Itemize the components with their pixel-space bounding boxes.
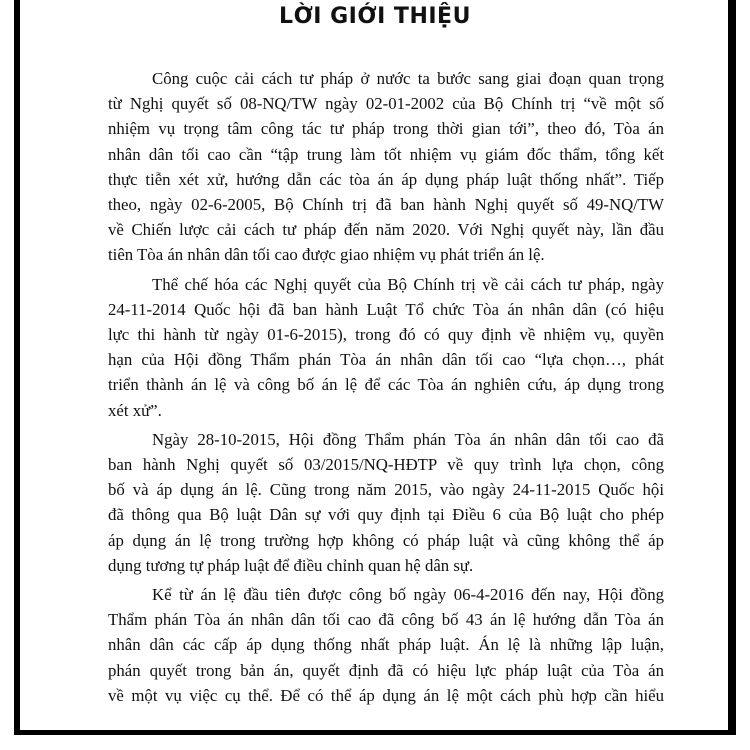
text-line: về Chiến lược cải cách tư pháp đến năm 2020. Với Nghị quyết này, lần đầu — [108, 220, 664, 240]
text-line: Thẩm phán Tòa án nhân dân tối cao đã công bố 43 án lệ hướng dẫn Tòa án — [108, 610, 664, 630]
paragraph-4 — [108, 582, 664, 708]
text-line: nhân dân các cấp áp dụng thống nhất pháp luật. Án lệ là những lập luận, — [108, 635, 664, 655]
text-line: nhiệm vụ trọng tâm công tác tư pháp trong thời gian tới”, theo đó, Tòa án — [108, 119, 664, 139]
text-line: lực thi hành từ ngày 01-6-2015), trong đó có quy định về nhiệm vụ, quyền — [108, 325, 664, 345]
text-line: theo, ngày 02-6-2005, Bộ Chính trị đã ban hành Nghị quyết số 49-NQ/TW — [108, 195, 664, 215]
page-title: LỜI GIỚI THIỆU — [279, 4, 471, 29]
paragraph-3 — [108, 427, 664, 578]
text-line: triển thành án lệ và công bố án lệ để các Tòa án nghiên cứu, áp dụng trong — [108, 375, 664, 395]
text-line: Ngày 28-10-2015, Hội đồng Thẩm phán Tòa án nhân dân tối cao đã — [152, 429, 664, 449]
text-line: Kể từ án lệ đầu tiên được công bố ngày 06-4-2016 đến nay, Hội đồng — [152, 585, 664, 605]
page-border-left — [14, 0, 20, 730]
text-line: hạn của Hội đồng Thẩm phán Tòa án nhân dân tối cao “lựa chọn…, phát — [108, 350, 664, 370]
text-line: Thể chế hóa các Nghị quyết của Bộ Chính trị về cải cách tư pháp, ngày — [152, 274, 664, 294]
page-border-right — [728, 0, 736, 730]
paragraph-1 — [108, 66, 664, 268]
text-line: dụng tương tự pháp luật để điều chỉnh quan hệ dân sự. — [108, 555, 474, 575]
text-line: đã thông qua Bộ luật Dân sự với quy định tại Điều 6 của Bộ luật cho phép — [108, 505, 664, 525]
text-line: tiên Tòa án nhân dân tối cao được giao nhiệm vụ phát triển án lệ. — [108, 245, 545, 265]
text-line: thực tiễn xét xử, hướng dẫn các tòa án áp dụng pháp luật thống nhất”. Tiếp — [108, 169, 664, 189]
text-line: Công cuộc cải cách tư pháp ở nước ta bước sang giai đoạn quan trọng — [152, 69, 664, 88]
text-line: từ Nghị quyết số 08-NQ/TW ngày 02-01-2002 của Bộ Chính trị “về một số — [108, 94, 664, 114]
text-line: 24-11-2014 Quốc hội đã ban hành Luật Tổ chức Tòa án nhân dân (có hiệu — [108, 299, 664, 319]
text-line: ban hành Nghị quyết số 03/2015/NQ-HĐTP về quy trình lựa chọn, công — [108, 455, 664, 475]
text-line: phán quyết trong bản án, quyết định đã có hiệu lực pháp luật của Tòa án — [108, 660, 664, 680]
text-line: về một vụ việc cụ thể. Để có thể áp dụng án lệ một cách phù hợp cần hiểu — [108, 685, 664, 705]
paragraph-2 — [108, 272, 664, 423]
text-line: áp dụng án lệ trong trường hợp không có pháp luật và cũng không thể áp — [108, 530, 664, 550]
body-text — [108, 66, 664, 712]
text-line: bố và áp dụng án lệ. Cũng trong năm 2015, vào ngày 24-11-2015 Quốc hội — [108, 480, 664, 500]
text-line: xét xử”. — [108, 400, 162, 420]
text-line: nhân dân tối cao cần “tập trung làm tốt nhiệm vụ giám đốc thẩm, tổng kết — [108, 144, 664, 164]
page-border-bottom — [14, 730, 736, 735]
